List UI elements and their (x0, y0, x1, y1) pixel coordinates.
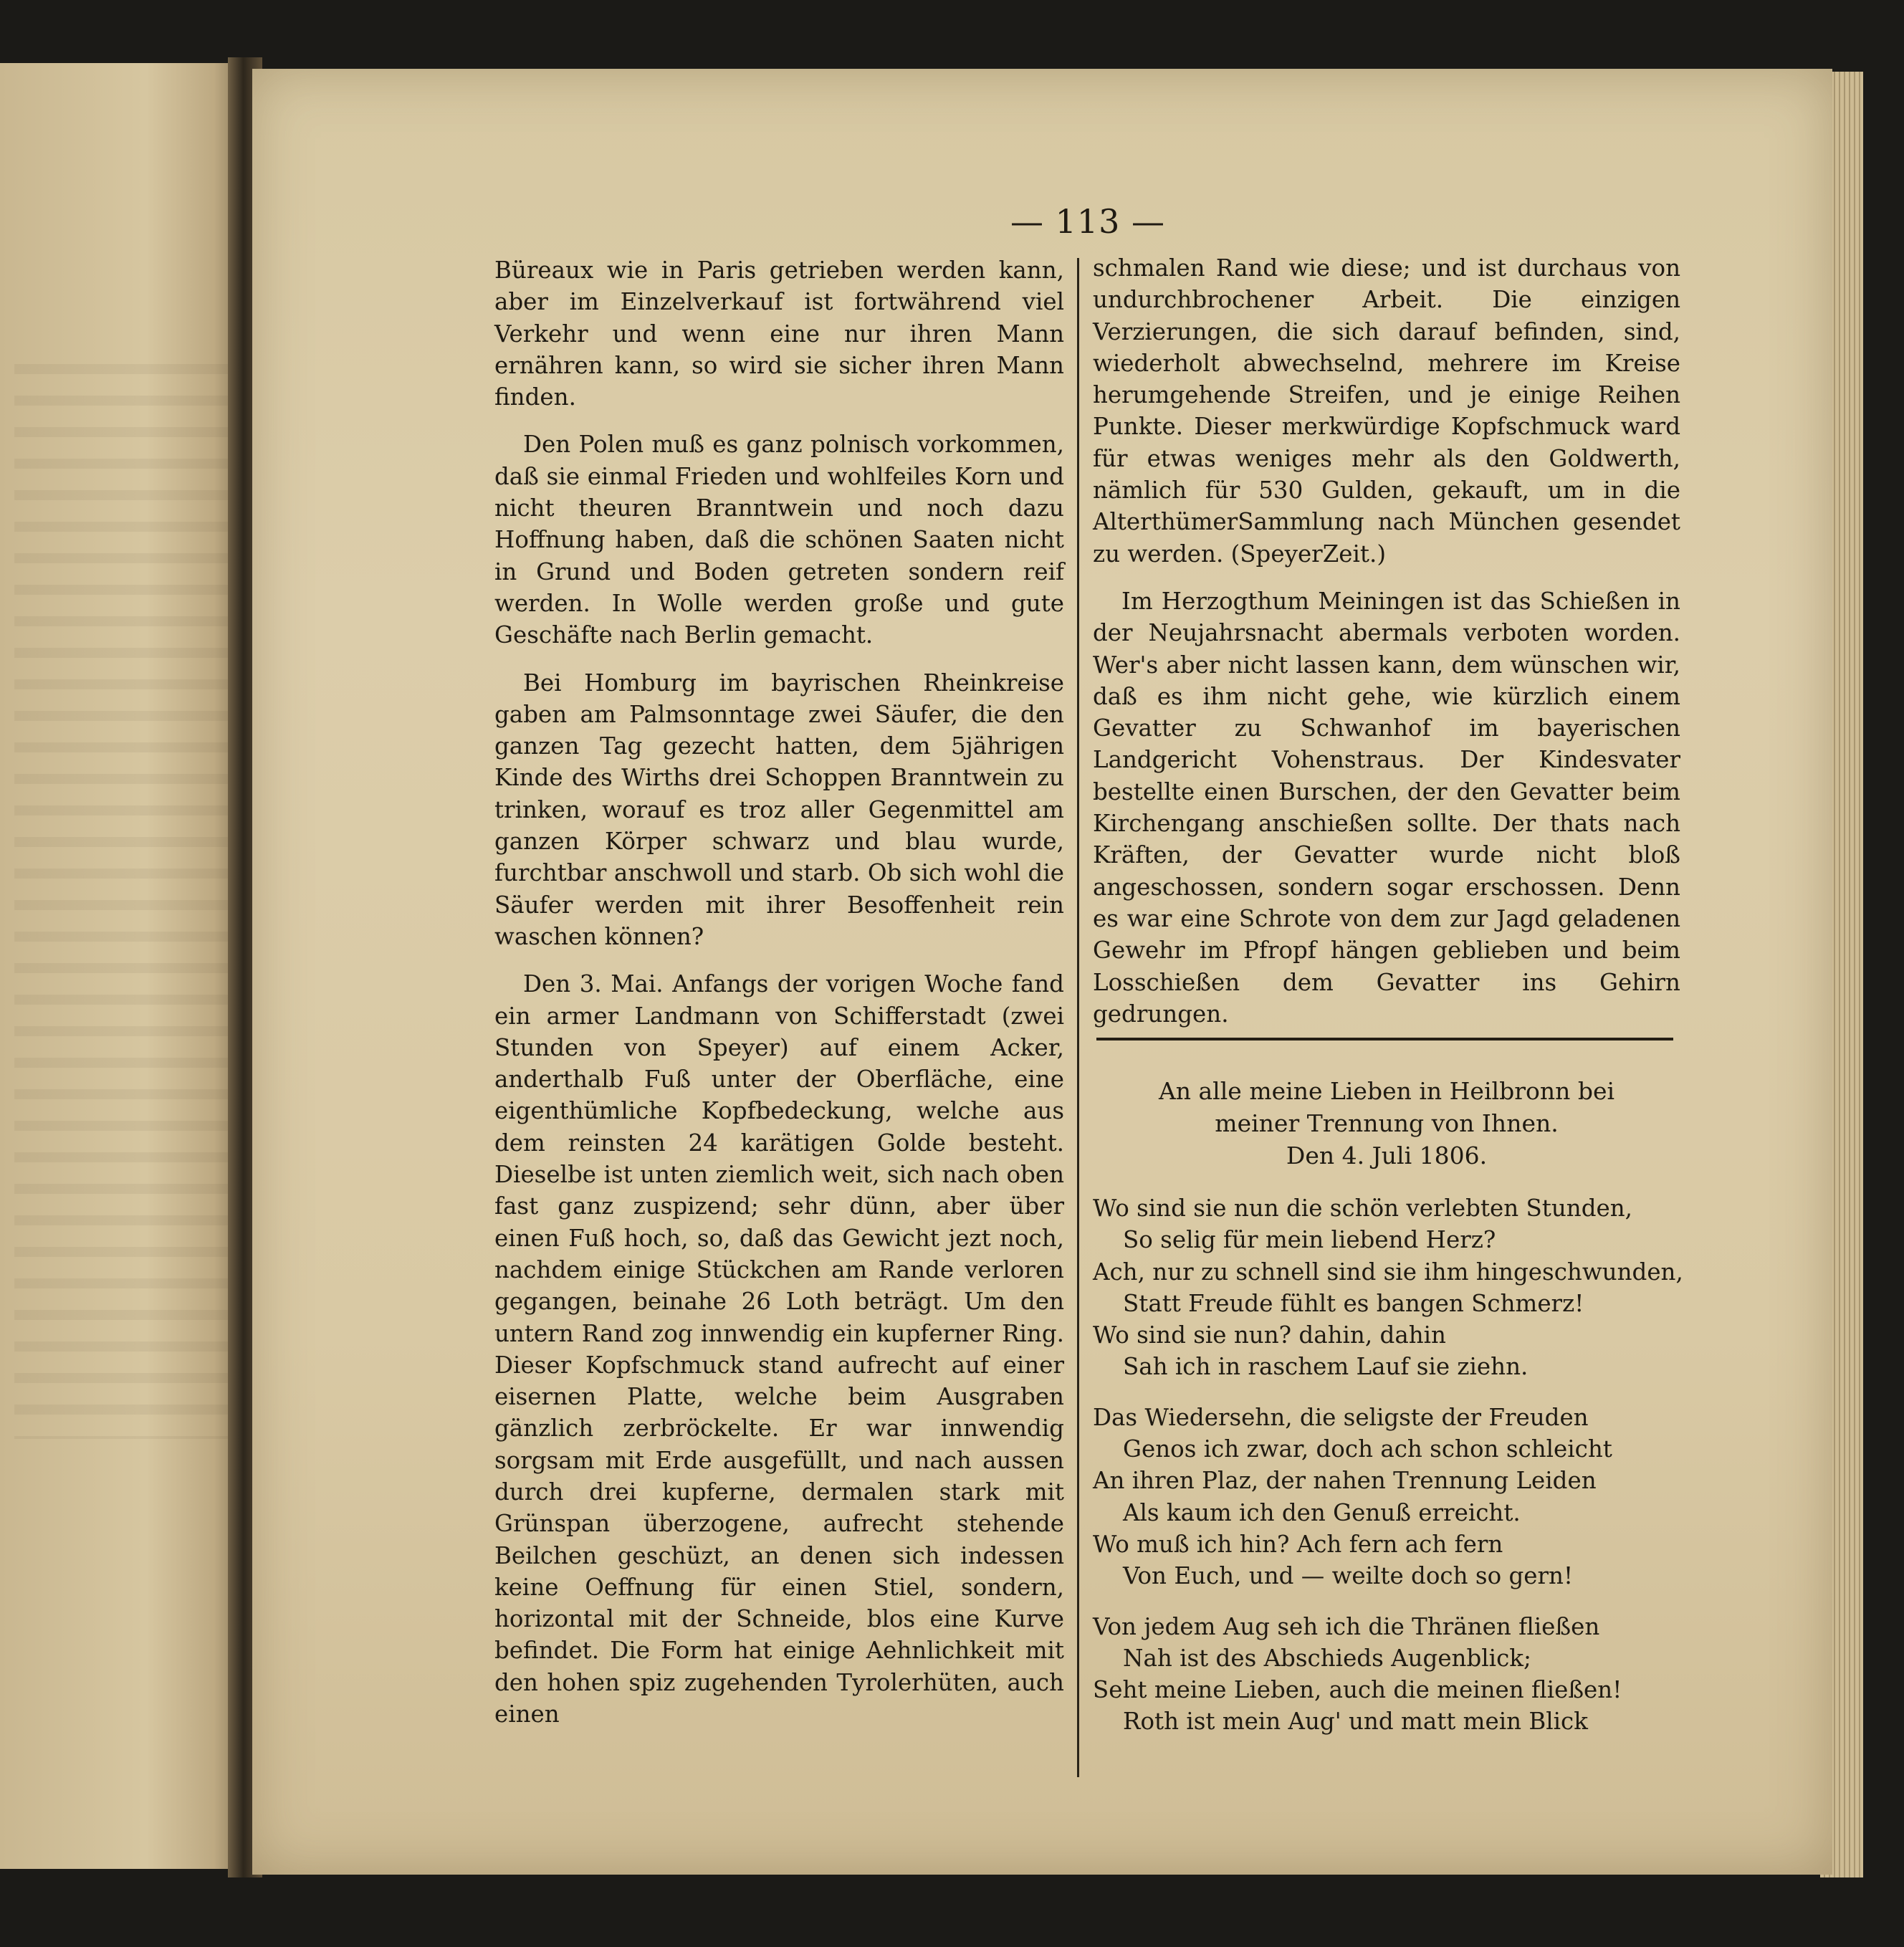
article-kopfschmuck-continued: schmalen Rand wie diese; und ist durchaus von undurchbrochener Arbeit. Die einzigen Verzierungen, die sich darauf befinden, sind, wiederholt abwechselnd, mehrere im Kreise herumgehende Streifen, und je einige Reihen Punkte. Dieser merkwürdige Kopfschmuck ward für etwas weniges mehr als den Goldwerth, nämlich für 530 Gulden, gekauft, um in die AlterthümerSammlung nach München gesendet zu werden. (SpeyerZeit.) (1093, 254, 1680, 568)
poem-line: So selig für mein liebend Herz? (1123, 1226, 1496, 1254)
poem (1093, 1192, 1688, 1756)
column-divider (1077, 258, 1079, 1777)
right-column (1093, 252, 1680, 1030)
poem-line: Ach, nur zu schnell sind sie ihm hingeschwunden, (1093, 1258, 1683, 1286)
article-kopfschmuck-text: Den 3. Mai. Anfangs der vorigen Woche fand ein armer Landmann von Schifferstadt (zwei Stunden von Speyer) auf einem Acker, anderthalb Fuß unter der Oberfläche, eine eigenthümliche Kopfbedeckung, welche aus dem reinsten 24 karätigen Golde besteht. Dieselbe ist unten ziemlich weit, sich nach oben fast ganz zuspizend; sehr dünn, aber über einen Fuß hoch, so, daß das Gewicht jezt noch, nachdem einige Stückchen am Rande verloren gegangen, beinahe 26 Loth beträgt. Um den untern Rand zog innwendig ein kupferner Ring. Dieser Kopfschmuck stand aufrecht auf einer eisernen Platte, welche beim Ausgraben gänzlich zerbröckelte. Er war innwendig sorgsam mit Erde ausgefüllt, und nach aussen durch drei kupferne, dermalen stark mit Grünspan überzogene, aufrecht stehende Beilchen geschüzt, an denen sich indessen keine Oeffnung für einen Stiel, sondern, horizontal mit der Schneide, blos eine Kurve befindet. Die Form hat einige Aehnlichkeit mit den hohen spiz zugehenden Tyrolerhüten, auch einen (494, 970, 1064, 1728)
section-divider-rule (1096, 1038, 1673, 1041)
poem-line: Nah ist des Abschieds Augenblick; (1123, 1644, 1531, 1672)
poem-line: Wo sind sie nun? dahin, dahin (1093, 1321, 1446, 1349)
poem-line: Sah ich in raschem Lauf sie ziehn. (1123, 1353, 1529, 1381)
poem-line: Genos ich zwar, doch ach schon schleicht (1123, 1435, 1612, 1463)
left-column (494, 254, 1064, 1730)
poem-line: Von Euch, und — weilte doch so gern! (1123, 1562, 1574, 1590)
left-page-bleed-through (14, 364, 236, 1439)
poem-line: An ihren Plaz, der nahen Trennung Leiden (1093, 1467, 1597, 1495)
poem-title-line: meiner Trennung von Ihnen. (1215, 1109, 1559, 1137)
poem-line: Seht meine Lieben, auch die meinen fließen! (1093, 1676, 1622, 1704)
page-number: — 113 — (1010, 202, 1166, 241)
article-polen-text: Den Polen muß es ganz polnisch vorkommen, daß sie einmal Frieden und wohlfeiles Korn und nicht theuren Branntwein und noch dazu Hoffnung haben, daß die schönen Saaten nicht in Grund und Boden getreten sondern reif werden. In Wolle werden große und gute Geschäfte nach Berlin gemacht. (494, 431, 1064, 649)
poem-date: Den 4. Juli 1806. (1286, 1142, 1488, 1169)
poem-line: Statt Freude fühlt es bangen Schmerz! (1123, 1289, 1584, 1317)
poem-line: Wo muß ich hin? Ach fern ach fern (1093, 1530, 1503, 1558)
poem-line: Roth ist mein Aug' und matt mein Blick (1123, 1708, 1588, 1736)
left-page-edge (0, 63, 244, 1869)
poem-title (1093, 1075, 1680, 1172)
poem-line: Das Wiedersehn, die seligste der Freuden (1093, 1403, 1589, 1431)
article-homburg-text: Bei Homburg im bayrischen Rheinkreise gaben am Palmsonntage zwei Säufer, die den ganzen Tag gezecht hatten, dem 5jährigen Kinde des Wirths drei Schoppen Branntwein zu trinken, worauf es troz aller Gegenmittel am ganzen Körper schwarz und blau wurde, furchtbar anschwoll und starb. Ob sich wohl die Säufer werden mit ihrer Besoffenheit rein waschen können? (494, 669, 1064, 950)
poem-stanza (1093, 1192, 1688, 1383)
poem-stanza (1093, 1402, 1688, 1592)
poem-stanza (1093, 1611, 1688, 1738)
poem-line: Wo sind sie nun die schön verlebten Stunden, (1093, 1195, 1633, 1222)
poem-line: Als kaum ich den Genuß erreicht. (1123, 1498, 1521, 1526)
article-meiningen-text: Im Herzogthum Meiningen ist das Schießen in der Neujahrsnacht abermals verboten worden. Wer's aber nicht lassen kann, dem wünschen wir, daß es ihm nicht gehe, wie kürzlich einem Gevatter zu Schwanhof im bayerischen Landgericht Vohenstraus. Der Kindesvater bestellte einen Burschen, der den Gevatter beim Kirchengang anschießen sollte. Der thats nach Kräften, der Gevatter wurde nicht bloß angeschossen, sondern sogar erschossen. Denn es war eine Schrote von dem zur Jagd geladenen Gewehr im Pfropf hängen geblieben und beim Losschießen dem Gevatter ins Gehirn gedrungen. (1093, 587, 1680, 1028)
poem-line: Von jedem Aug seh ich die Thränen fließen (1093, 1612, 1600, 1640)
poem-title-line: An alle meine Lieben in Heilbronn bei (1158, 1077, 1615, 1105)
article-paris-text: Büreaux wie in Paris getrieben werden kann, aber im Einzelverkauf ist fortwährend viel Verkehr und wenn eine nur ihren Mann ernähren kann, so wird sie sicher ihren Mann finden. (494, 257, 1064, 411)
